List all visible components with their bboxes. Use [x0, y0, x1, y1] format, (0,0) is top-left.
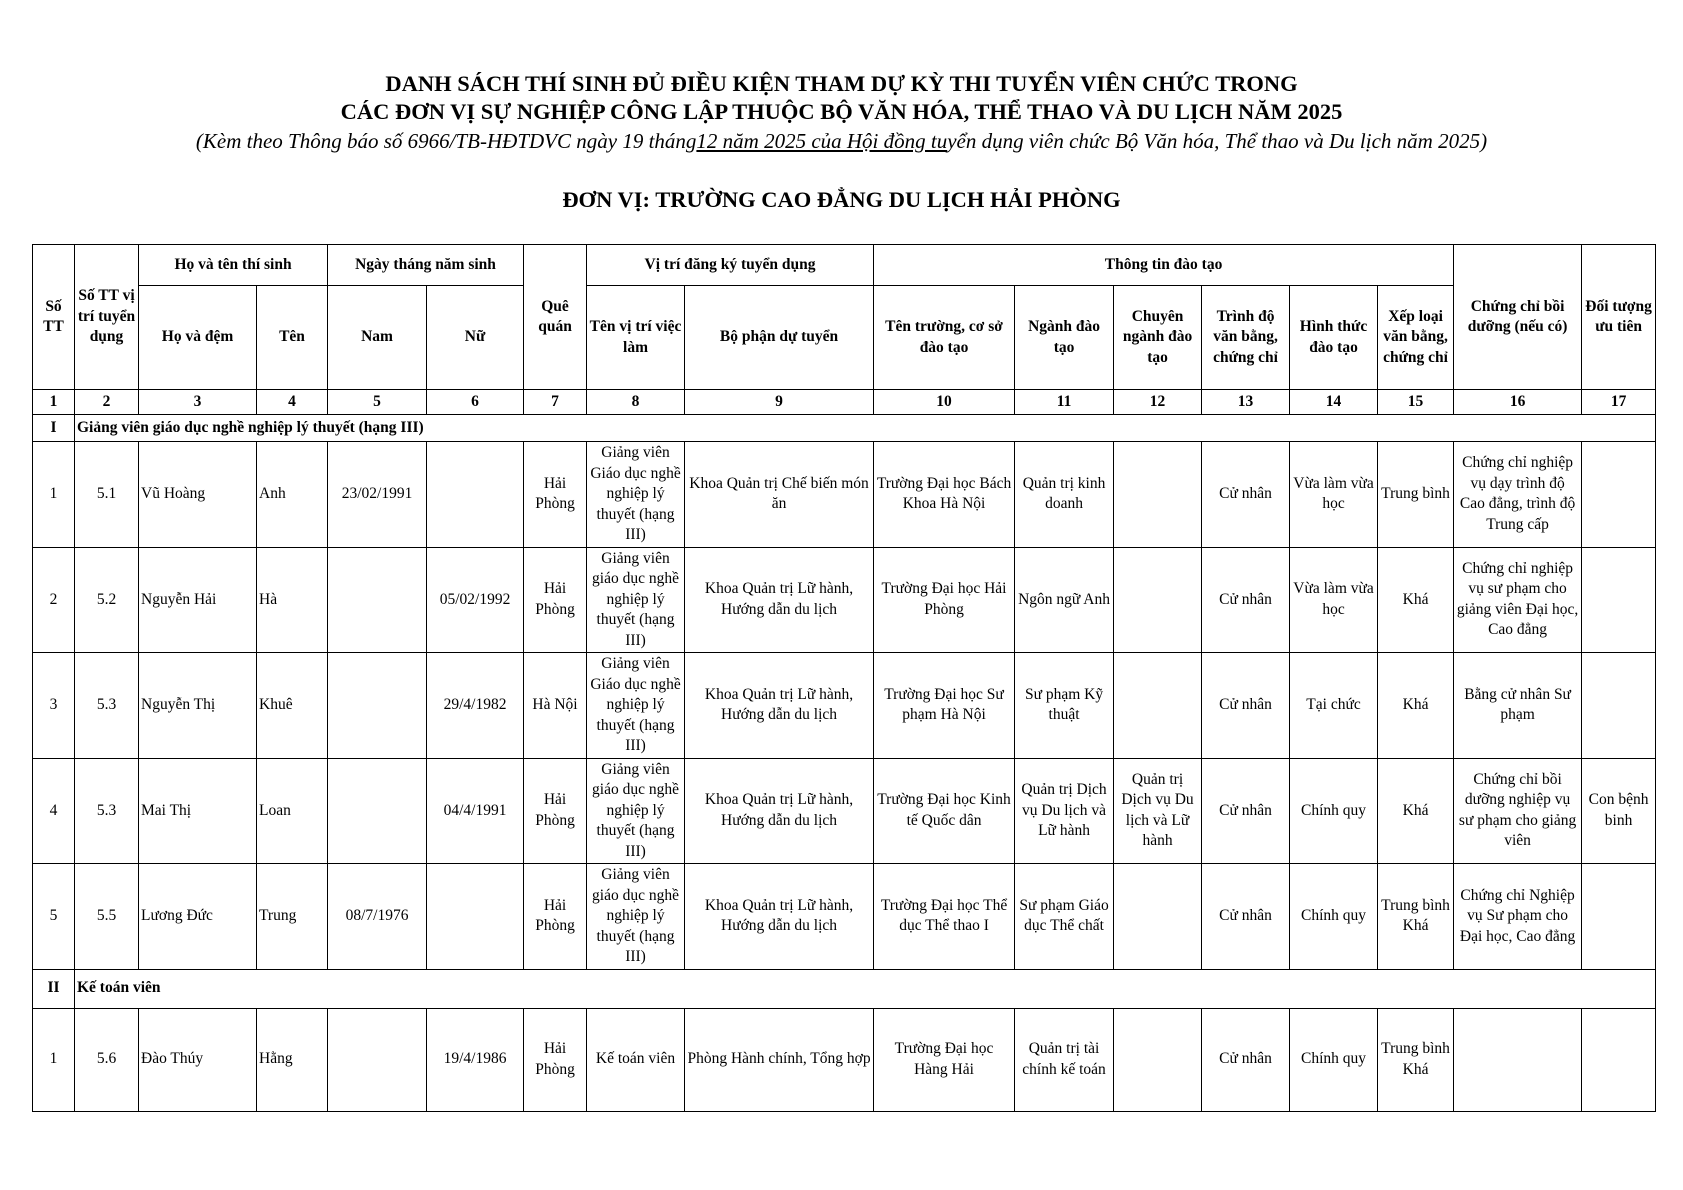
certificate: Chứng chỉ Nghiệp vụ Sư phạm cho Đại học, Cao đẳng: [1454, 864, 1582, 970]
position-code: 5.6: [75, 1008, 139, 1111]
training-mode: Chính quy: [1290, 758, 1378, 864]
middle-name: Lương Đức: [139, 864, 257, 970]
col-ten: Tên: [257, 286, 328, 390]
department: Khoa Quản trị Lữ hành, Hướng dẫn du lịch: [685, 758, 874, 864]
specialization: [1114, 442, 1202, 548]
training-mode: Chính quy: [1290, 864, 1378, 970]
birth-date-female: 19/4/1986: [427, 1008, 524, 1111]
col-chung-chi: Chứng chỉ bồi dưỡng (nếu có): [1454, 245, 1582, 390]
job-position: Giảng viên giáo dục nghề nghiệp lý thuyết (hạng III): [587, 758, 685, 864]
middle-name: Mai Thị: [139, 758, 257, 864]
col-so-tt-vi-tri: Số TT vị trí tuyển dụng: [75, 245, 139, 390]
job-position: Kế toán viên: [587, 1008, 685, 1111]
major: Quản trị kinh doanh: [1015, 442, 1114, 548]
col-que-quan: Quê quán: [524, 245, 587, 390]
department: Khoa Quản trị Chế biến món ăn: [685, 442, 874, 548]
col-number: 4: [257, 390, 328, 415]
school-name: Trường Đại học Hàng Hải: [874, 1008, 1015, 1111]
job-position: Giảng viên giáo dục nghề nghiệp lý thuyết (hạng III): [587, 547, 685, 653]
job-position: Giảng viên Giáo dục nghề nghiệp lý thuyết (hạng III): [587, 653, 685, 759]
degree-level: Cử nhân: [1202, 758, 1290, 864]
specialization: [1114, 864, 1202, 970]
col-group-ngay-sinh: Ngày tháng năm sinh: [328, 245, 524, 286]
degree-grade: Khá: [1378, 758, 1454, 864]
given-name: Khuê: [257, 653, 328, 759]
subtitle: [0, 126, 1683, 156]
section-row: [33, 969, 1656, 1008]
training-mode: Tại chức: [1290, 653, 1378, 759]
specialization: [1114, 653, 1202, 759]
col-group-vi-tri: Vị trí đăng ký tuyển dụng: [587, 245, 874, 286]
given-name: Hà: [257, 547, 328, 653]
col-number: 1: [33, 390, 75, 415]
col-number: 12: [1114, 390, 1202, 415]
birth-date-male: [328, 653, 427, 759]
col-number: 16: [1454, 390, 1582, 415]
hometown: Hà Nội: [524, 653, 587, 759]
position-code: 5.1: [75, 442, 139, 548]
certificate: Bằng cử nhân Sư phạm: [1454, 653, 1582, 759]
col-doi-tuong: Đối tượng ưu tiên: [1582, 245, 1656, 390]
specialization: [1114, 547, 1202, 653]
degree-level: Cử nhân: [1202, 1008, 1290, 1111]
middle-name: Vũ Hoàng: [139, 442, 257, 548]
col-so-tt: Số TT: [33, 245, 75, 390]
position-code: 5.3: [75, 758, 139, 864]
priority-group: [1582, 653, 1656, 759]
col-number: 11: [1015, 390, 1114, 415]
col-number: 2: [75, 390, 139, 415]
training-mode: Chính quy: [1290, 1008, 1378, 1111]
given-name: Anh: [257, 442, 328, 548]
col-nganh: Ngành đào tạo: [1015, 286, 1114, 390]
row-index: 4: [33, 758, 75, 864]
birth-date-male: [328, 1008, 427, 1111]
department: Khoa Quản trị Lữ hành, Hướng dẫn du lịch: [685, 864, 874, 970]
major: Sư phạm Giáo dục Thể chất: [1015, 864, 1114, 970]
table-row: [33, 547, 1656, 653]
training-mode: Vừa làm vừa học: [1290, 547, 1378, 653]
unit-title: ĐƠN VỊ: TRƯỜNG CAO ĐẲNG DU LỊCH HẢI PHÒNG: [562, 187, 1121, 212]
job-position: Giảng viên Giáo dục nghề nghiệp lý thuyết (hạng III): [587, 442, 685, 548]
birth-date-male: 08/7/1976: [328, 864, 427, 970]
table-row: [33, 1008, 1656, 1111]
specialization: Quản trị Dịch vụ Du lịch và Lữ hành: [1114, 758, 1202, 864]
subtitle-part-3: yển dụng viên chức Bộ Văn hóa, Thể thao và Du lịch năm 2025): [947, 129, 1488, 153]
degree-level: Cử nhân: [1202, 864, 1290, 970]
given-name: Trung: [257, 864, 328, 970]
title-line-1: DANH SÁCH THÍ SINH ĐỦ ĐIỀU KIỆN THAM DỰ KỲ THI TUYỂN VIÊN CHỨC TRONG: [385, 71, 1298, 96]
row-index: 3: [33, 653, 75, 759]
birth-date-female: 05/02/1992: [427, 547, 524, 653]
table-row: [33, 653, 1656, 759]
birth-date-female: 04/4/1991: [427, 758, 524, 864]
degree-grade: Trung bình: [1378, 442, 1454, 548]
candidate-table: [32, 244, 1656, 1112]
col-hinh-thuc: Hình thức đào tạo: [1290, 286, 1378, 390]
priority-group: [1582, 442, 1656, 548]
position-code: 5.5: [75, 864, 139, 970]
priority-group: Con bệnh binh: [1582, 758, 1656, 864]
col-number: 8: [587, 390, 685, 415]
major: Quản trị tài chính kế toán: [1015, 1008, 1114, 1111]
col-ho-dem: Họ và đệm: [139, 286, 257, 390]
school-name: Trường Đại học Hải Phòng: [874, 547, 1015, 653]
column-number-row: [33, 390, 1656, 415]
priority-group: [1582, 864, 1656, 970]
job-position: Giảng viên giáo dục nghề nghiệp lý thuyết (hạng III): [587, 864, 685, 970]
col-xep-loai: Xếp loại văn bằng, chứng chỉ: [1378, 286, 1454, 390]
training-mode: Vừa làm vừa học: [1290, 442, 1378, 548]
major: Sư phạm Kỹ thuật: [1015, 653, 1114, 759]
degree-level: Cử nhân: [1202, 653, 1290, 759]
degree-grade: Khá: [1378, 547, 1454, 653]
col-ten-vi-tri: Tên vị trí việc làm: [587, 286, 685, 390]
certificate: Chứng chỉ nghiệp vụ dạy trình độ Cao đẳng, trình độ Trung cấp: [1454, 442, 1582, 548]
school-name: Trường Đại học Thể dục Thể thao I: [874, 864, 1015, 970]
col-ten-truong: Tên trường, cơ sở đào tạo: [874, 286, 1015, 390]
subtitle-part-1: (Kèm theo Thông báo số 6966/TB-HĐTDVC ngày 19 tháng: [195, 129, 697, 153]
col-number: 17: [1582, 390, 1656, 415]
col-nu: Nữ: [427, 286, 524, 390]
given-name: Loan: [257, 758, 328, 864]
degree-grade: Khá: [1378, 653, 1454, 759]
birth-date-female: [427, 864, 524, 970]
school-name: Trường Đại học Bách Khoa Hà Nội: [874, 442, 1015, 548]
row-index: 5: [33, 864, 75, 970]
col-trinh-do: Trình độ văn bằng, chứng chỉ: [1202, 286, 1290, 390]
col-number: 7: [524, 390, 587, 415]
department: Khoa Quản trị Lữ hành, Hướng dẫn du lịch: [685, 547, 874, 653]
section-roman: II: [33, 969, 75, 1008]
position-code: 5.3: [75, 653, 139, 759]
col-number: 5: [328, 390, 427, 415]
degree-level: Cử nhân: [1202, 442, 1290, 548]
major: Quản trị Dịch vụ Du lịch và Lữ hành: [1015, 758, 1114, 864]
col-chuyen-nganh: Chuyên ngành đào tạo: [1114, 286, 1202, 390]
birth-date-male: 23/02/1991: [328, 442, 427, 548]
row-index: 1: [33, 1008, 75, 1111]
school-name: Trường Đại học Sư phạm Hà Nội: [874, 653, 1015, 759]
col-bo-phan: Bộ phận dự tuyển: [685, 286, 874, 390]
department: Khoa Quản trị Lữ hành, Hướng dẫn du lịch: [685, 653, 874, 759]
degree-grade: Trung bình Khá: [1378, 1008, 1454, 1111]
col-number: 6: [427, 390, 524, 415]
priority-group: [1582, 547, 1656, 653]
col-number: 3: [139, 390, 257, 415]
birth-date-female: 29/4/1982: [427, 653, 524, 759]
section-row: [33, 415, 1656, 442]
specialization: [1114, 1008, 1202, 1111]
col-group-ho-ten: Họ và tên thí sinh: [139, 245, 328, 286]
table-row: [33, 758, 1656, 864]
middle-name: Nguyễn Thị: [139, 653, 257, 759]
birth-date-male: [328, 758, 427, 864]
section-roman: I: [33, 415, 75, 442]
col-number: 10: [874, 390, 1015, 415]
middle-name: Đào Thúy: [139, 1008, 257, 1111]
title-line-2: CÁC ĐƠN VỊ SỰ NGHIỆP CÔNG LẬP THUỘC BỘ VĂN HÓA, THỂ THAO VÀ DU LỊCH NĂM 2025: [340, 99, 1343, 124]
col-group-dao-tao: Thông tin đào tạo: [874, 245, 1454, 286]
hometown: Hải Phòng: [524, 1008, 587, 1111]
hometown: Hải Phòng: [524, 547, 587, 653]
hometown: Hải Phòng: [524, 864, 587, 970]
section-title: Giảng viên giáo dục nghề nghiệp lý thuyết (hạng III): [75, 415, 1656, 442]
priority-group: [1582, 1008, 1656, 1111]
position-code: 5.2: [75, 547, 139, 653]
birth-date-female: [427, 442, 524, 548]
certificate: Chứng chỉ bồi dưỡng nghiệp vụ sư phạm cho giảng viên: [1454, 758, 1582, 864]
certificate: Chứng chỉ nghiệp vụ sư phạm cho giảng viên Đại học, Cao đẳng: [1454, 547, 1582, 653]
hometown: Hải Phòng: [524, 442, 587, 548]
table-row: [33, 442, 1656, 548]
document-header: [0, 70, 1683, 156]
table-row: [33, 864, 1656, 970]
col-number: 14: [1290, 390, 1378, 415]
school-name: Trường Đại học Kinh tế Quốc dân: [874, 758, 1015, 864]
degree-level: Cử nhân: [1202, 547, 1290, 653]
subtitle-part-2: 12 năm 2025 của Hội đồng tu: [696, 129, 948, 153]
degree-grade: Trung bình Khá: [1378, 864, 1454, 970]
col-nam: Nam: [328, 286, 427, 390]
middle-name: Nguyễn Hải: [139, 547, 257, 653]
section-title: Kế toán viên: [75, 969, 1656, 1008]
row-index: 1: [33, 442, 75, 548]
department: Phòng Hành chính, Tổng hợp: [685, 1008, 874, 1111]
hometown: Hải Phòng: [524, 758, 587, 864]
col-number: 13: [1202, 390, 1290, 415]
col-number: 9: [685, 390, 874, 415]
major: Ngôn ngữ Anh: [1015, 547, 1114, 653]
col-number: 15: [1378, 390, 1454, 415]
certificate: [1454, 1008, 1582, 1111]
row-index: 2: [33, 547, 75, 653]
given-name: Hằng: [257, 1008, 328, 1111]
birth-date-male: [328, 547, 427, 653]
